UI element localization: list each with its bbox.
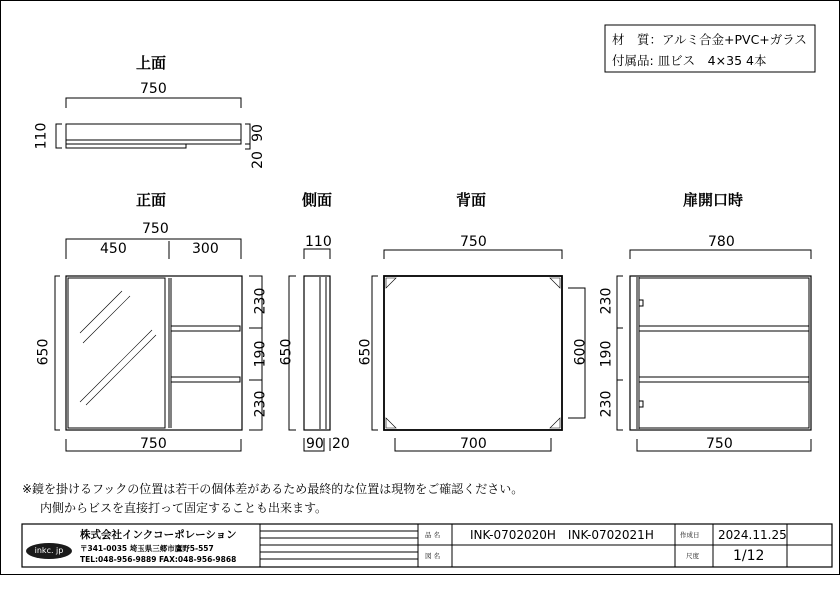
view-title-front: 正面 [136, 191, 167, 209]
date-value: 2024.11.25 [718, 528, 787, 542]
company-logo: inkc. jp [26, 543, 72, 559]
dim-back-width: 750 [460, 234, 487, 250]
scale-label: 尺度 [686, 552, 699, 560]
company-contact: TEL:048-956-9889 FAX:048-956-9868 [80, 555, 237, 564]
product-value: INK-0702020H INK-0702021H [470, 528, 654, 542]
top-view [56, 98, 250, 149]
note-line-2: 内側からビスを直接打って固定することも出来ます。 [40, 501, 328, 515]
dim-open-shelf-1: 230 [598, 287, 615, 315]
dim-front-shelf-2: 190 [252, 340, 269, 368]
dim-top-depth: 110 [33, 122, 50, 150]
dim-open-shelf-3: 230 [598, 390, 615, 418]
view-title-back: 背面 [456, 191, 487, 209]
view-title-top: 上面 [136, 54, 167, 72]
dim-side-height: 650 [278, 338, 295, 366]
dim-top-width: 750 [140, 81, 167, 97]
dim-back-height: 650 [357, 338, 374, 366]
dim-front-shelf-3: 230 [252, 390, 269, 418]
drawing-label: 図 名 [425, 552, 441, 560]
dim-top-base: 20 [249, 151, 266, 169]
spec-material: 材 質：アルミ合金+PVC+ガラス [612, 32, 807, 47]
dim-open-shelf-2: 190 [598, 340, 615, 368]
dim-back-inner-height: 600 [572, 338, 589, 366]
note-line-1: ※鏡を掛けるフックの位置は若干の個体差があるため最終的な位置は現物をご確認ください。 [22, 482, 524, 496]
front-view [55, 239, 262, 451]
view-title-door-open: 扉開口時 [683, 191, 744, 209]
dim-side-bottom-20: 20 [332, 436, 350, 452]
door-open-view [617, 250, 811, 451]
dim-top-depth-right: 90 [249, 124, 266, 142]
dim-front-bottom: 750 [140, 436, 167, 452]
company-address: 〒341-0035 埼玉県三郷市鷹野5-557 [80, 544, 214, 553]
dim-front-left: 450 [100, 241, 127, 257]
dim-open-width: 780 [708, 234, 735, 250]
dim-front-width: 750 [142, 221, 169, 237]
dim-front-shelf-1: 230 [252, 287, 269, 315]
dim-side-bottom-90: 90 [306, 436, 324, 452]
back-view [372, 250, 589, 451]
product-label: 品 名 [425, 531, 441, 539]
dim-front-right: 300 [192, 241, 219, 257]
company-name: 株式会社インクコーポレーション [80, 529, 237, 541]
view-title-side: 側面 [302, 191, 333, 209]
date-label: 作成日 [680, 531, 700, 539]
side-view [289, 249, 330, 451]
scale-value: 1/12 [733, 548, 765, 564]
spec-accessory: 付属品: 皿ビス 4×35 4本 [612, 53, 767, 68]
dim-front-height: 650 [35, 338, 52, 366]
dim-side-depth: 110 [305, 234, 332, 250]
dim-back-inner-width: 700 [460, 436, 487, 452]
dim-open-bottom: 750 [706, 436, 733, 452]
